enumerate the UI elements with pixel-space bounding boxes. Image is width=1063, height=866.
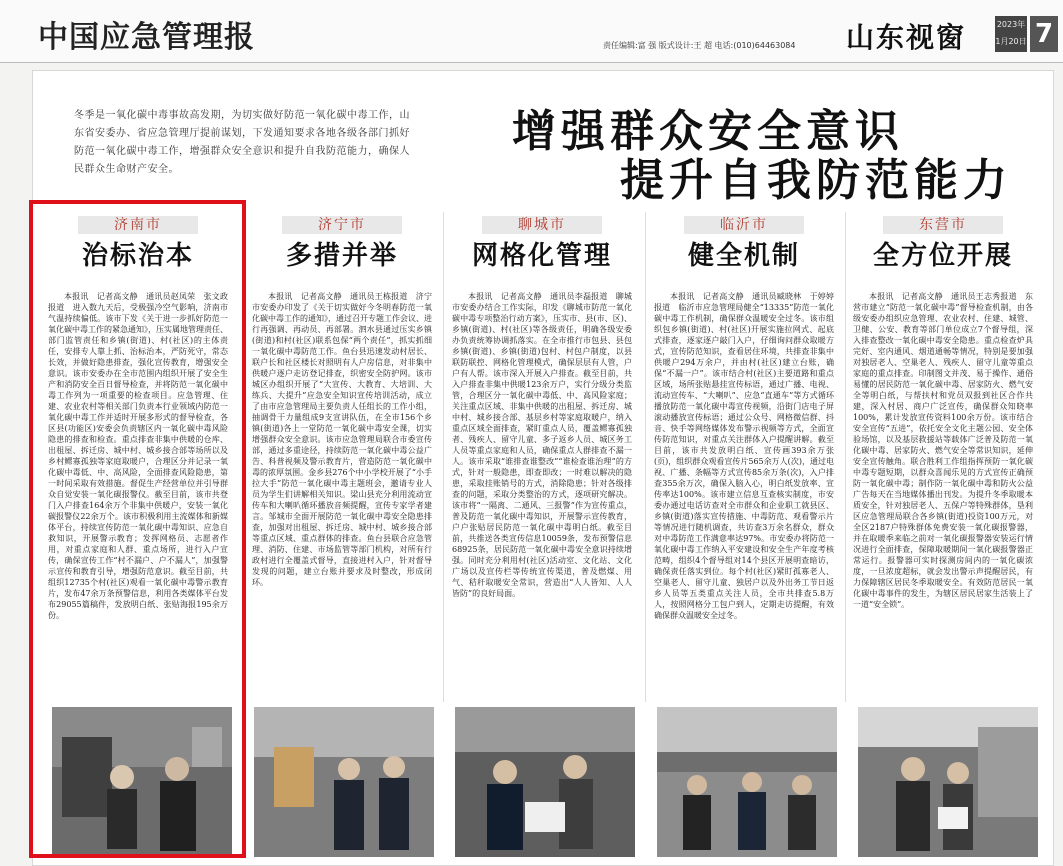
column-heading: 网格化管理 [471,241,612,271]
city-label: 聊城市 [482,216,602,234]
newspaper-masthead: 中国应急管理报 [38,20,255,55]
page-header [0,0,1063,63]
city-label: 东营市 [883,216,1003,234]
photo-linyi-outreach [657,707,837,857]
page-number: 7 [1030,16,1058,52]
column-dongying [853,216,1033,746]
column-heading: 全方位开展 [872,241,1013,271]
column-body: 本报讯 记者高文静 通讯员王志秀报道 东营市建立“防范一氧化碳中毒”督导检查机制，由各级安委办组织应急管理、农业农村、住建、城管、卫健、公安、教育等部门单位成立7个督导组，深入排查整改一氧化碳中毒安全隐患。重点检查炉具完好、室内通风、烟道通畅等情况，特别是要加强对独居老人、空巢老人、残疾人、留守儿童等重点家庭的重点排查。印制图文并茂、易于操作、通俗易懂的居民防范一氧化碳中毒、居家防火、燃气安全等明白纸，与帮扶村和党员双报到社区合作共建，深入村居、商户广泛宣传，确保群众知晓率100%，累计发放宣传资料100余万份。该市结合安全宣传“五进”，依托安全文化主题公园、安全体验场馆，以及基层救援站等载体广泛普及防范一氧化碳中毒、居家防火、燃气安全等常识知识，延伸安全宣传触角。联合胜利工作组指挥预防一氧化碳中毒专题短期，以群众喜闻乐见的方式宣传正确预防一氧化碳中毒；制作防一氧化碳中毒和防火公益广告每天在当地媒体播出刊发。为提升冬季取暖本质安全，针对独居老人、五保户等特殊群体，垦利区应急管理局联合各乡镇(街道)投资100万元，对全区2187户特殊群体免费安装一氧化碳报警器，并在取暖季来临之前对一氧化碳报警器安装运行情况进行全面排查，保障取暖期间一氧化碳报警器正常运行。报警器可实时探测房间内的一氧化碳浓度，一旦浓度超标，就会发出警示声提醒居民，有力保障辖区居民冬季取暖安全。有效防范居民一氧化碳中毒事件的发生，为辖区居民居家生活装上了一道“安全锁”。 [853,292,1033,609]
column-heading: 治标治本 [81,241,194,271]
issue-date [995,16,1027,52]
photo-liaocheng-leaflets [455,707,635,857]
section-title: 山东视窗 [846,21,967,54]
headline-line-2: 提升自我防范能力 [620,155,1012,206]
column-divider [645,212,646,702]
column-liaocheng [452,216,632,746]
column-heading: 健全机制 [687,241,800,271]
column-linyi [654,216,834,746]
city-label: 济南市 [78,216,198,234]
highlight-frame [29,200,246,858]
column-body: 本报讯 记者高文静 通讯员李磊报道 聊城市安委办结合工作实际，印发《聊城市防范一氧化碳中毒专项整治行动方案》，压实市、县(市、区)、乡镇(街道)、村(社区)等各级责任，明确各级安委办负责统筹协调抓落实。在全市推行市包县、县包乡镇(街道)、乡镇(街道)包村、村包户制度，以县联防联控、网格化管理模式，确保层层有人管，户户有人帮。该市深入开展入户排查。截至目前，共入户排查非集中供暖123余万户，实行分级分类监管，合理区分一氧化碳中毒低、中、高风险家庭；关注重点区域、非集中供暖的出租屋、拆迁房、城中村、城乡接合部、基层乡村等家庭取暖户，纳入重点区域全面排查，紧盯重点人员，覆盖鳏寡孤独者、残疾人、留守儿童、多子返乡人员、城区务工人员等重点家庭和人员，确保重点人群排查不漏一人。该市采取“谁排查谁整改”“谁检查谁治理”的方式，针对一般隐患，即查即改；一时难以解决的隐患，采取挂账销号的方式，消除隐患；针对各级排查的问题，采取分类整治的方式，逐项研究解决。该市将“一隔离、二通风、三报警”作为宣传重点，普及防范一氧化碳中毒知识，开展警示宣传教育，户户张贴居民防范一氧化碳中毒明白纸。截至目前，共推送各类宣传信息10059条，发布预警信息68925条，居民防范一氧化碳中毒安全意识持续增强。同时充分利用村(社区)活动室、文化站、文化广场以及宣传栏等传统宣传渠道，普及燃煤、用气、秸秆取暖安全常识，营造出“人人皆知、人人皆防”的良好局面。 [452,292,632,598]
issue-day: 1月20日 [995,37,1027,46]
article-lead: 冬季是一氧化碳中毒事故高发期，为切实做好防范一氧化碳中毒工作，山东省安委办、省应急管理厅提前谋划，下发通知要求各地各级各部门抓好防范一氧化碳中毒工作，增强群众安全意识和提升自我防范能力，确保人民群众生命财产安全。 [74,110,410,175]
city-label: 临沂市 [684,216,804,234]
column-body: 本报讯 记者高文静 通讯员臧晓林 于婷婷报道 临沂市应急管理局健全“13335”防范一氧化碳中毒工作机制，确保群众温暖安全过冬。该市组织包乡镇(街道)、村(社区)开展实施拉网式、起底式排查，逐家逐户敲门入户，仔细询问群众取暖方式，宣传防范知识，查看居住环境，共排查非集中供暖户294万余户，并由村(社区)建立台账，确保“不漏一户”。该市结合村(社区)主要道路和重点区域，场所张贴悬挂宣传标语，通过广播、电视、流动宣传车、“大喇叭”、应急“直通车”等方式循环播放防范一氧化碳中毒宣传视频，沿街门店电子屏滚动播放宣传标语；通过公众号、网格微信群、抖音、快手等网络媒体发布警示视频等方式，全面宣传防范知识，对重点关注群体入户提醒讲解。截至目前，该市共发放明白纸、宣传画393余万张(页)，组织群众观看宣传片565余万人(次)，通过电视、广播、条幅等方式宣传85余万条(次)，入户排查355余万次，确保入脑入心，明白纸发放率、宣传率达100%。该市建立信息互查核实制度，市安委办通过电话访查对全市群众和企业职工就县区、乡镇(街道)落实宣传措施、中毒防范、观看警示片等情况进行随机调查，共访查3万余名群众，群众对中毒防范工作满意率达97%。市安委办将防范一氧化碳中毒工作纳入平安建设和安全生产年度考核范畴，组织4个督导组对14个县区开展明查暗访，确保责任落实到位。每个村(社区)紧盯孤寡老人、空巢老人、留守儿童、独居户以及外出务工节日返乡人员等五类重点关注人员，全市共排查5.8万人，按照网格分工包户到人，定期走访提醒，有效确保群众温暖安全过冬。 [654,292,834,620]
column-heading: 多措并举 [285,241,398,271]
issue-year: 2023年 [996,20,1026,29]
headline-line-1: 增强群众安全意识 [512,106,904,157]
column-body: 本报讯 记者高文静 通讯员王栋报道 济宁市安委办印发了《关于切实做好今冬明春防范一氧化碳中毒工作的通知》，通过召开专题工作会议、进行再强调、再动员、再部署。泗水县通过压实乡镇(街道)和村(社区)联系包保“两个责任”，抓实抓细一氧化碳中毒防范工作。鱼台县迅速发动村居长、联户长和社区楼长对照明有人户房信息，对非集中供暖户逐户走访登记排查，织密安全防护网。该市城区办组织开展了“大宣传、大教育、大培训、大练兵、大提升”应急安全知识宣传培训活动，成立了由市应急管理局主要负责人任组长的工作小组，抽调骨干力量组成9支宣讲队伍，在全市156个乡镇(街道)各上一堂防范一氧化碳中毒安全课，切实增强群众安全意识。该市应急管理局联合市委宣传部，通过多重途径，持续防范一氧化碳中毒公益广告、科普视频及警示教育片，营造防范一氧化碳中毒的浓厚氛围。金乡县276个中小学校开展了“小手拉大手”防范一氧化碳中毒主题班会，邀请专业人员为学生们讲解相关知识。梁山县充分利用流动宣传车和大喇叭循环播放音频提醒，宣传专家学者建言。邹城市全面开展防范一氧化碳中毒安全隐患排查，加强对出租屋、拆迁房、城中村、城乡接合部等重点区域、重点群体的排查。鱼台县联合应急管理、消防、住建、市场监管等部门机构，对所有行政村进行全覆盖式督导，直接进村入户，针对督导发现的问题，建立台账并要求及时整改，形成闭环。 [252,292,432,587]
photo-jining-visit [254,707,434,857]
column-divider [443,212,444,702]
city-label: 济宁市 [282,216,402,234]
editor-credits: 责任编辑:富 强 版式设计:王 超 电话:(010)64463084 [603,41,796,50]
column-divider [845,212,846,702]
photo-dongying-street [858,707,1038,857]
column-jining [252,216,432,746]
column-body: 本报讯 记者高文静 通讯员赵凤荣 张文政报道 进入数九天后，受极强冷空气影响，济南市气温持续偏低。该市下发《关于进一步抓好防范一氧化碳中毒工作的紧急通知》，压实属地管理责任、部门监管责任和乡镇(街道)、村(社区)的主体责任，安排专人靠上抓、治标治本，严防死守，常态长效，并做好隐患排查，强化宣传教育，增强安全意识。该市安委办在全市范围内组织开展了安全生产和消防安全百日督导检查，并将防范一氧化碳中毒工作列为一项重要的检查项目。应急管理、住建、农业农村等相关部门负责本行业领域内防范一氧化碳中毒工作并适时开展多形式的督导检查，各区县(功能区)安委会负责辖区内一氧化碳中毒风险隐患的排查和检查。重点排查非集中供暖的仓库、出租屋、拆迁房、城中村、城乡接合部等场所以及乡村鳏寡孤独等家庭取暖户，合理区分并记录一氧化碳中毒低、中、高风险，全面排查风险隐患，第一时间采取有效措施。督促生产经营单位并引导群众自觉安装一氧化碳报警仪。截至目前，该市共登门入户排查164余万个非集中供暖户，安装一氧化碳报警仪22余万个。该市积极利用主流媒体和新媒体平台，持续宣传防范一氧化碳中毒知识、应急自救知识，开展警示教育；发挥网格员、志愿者作用，对重点家庭和人群、重点场所，进行入户宣传，确保宣传工作“村不漏户、户不漏人”，加强警示宣传和教育引导，增强防范意识。截至目前，共组织12735个村(社区)观看一氧化碳中毒警示教育片，发布47余万条预警信息，利用各类媒体平台发布29055篇稿件，发放明白纸、张贴海报195余万份。 [48,292,228,620]
